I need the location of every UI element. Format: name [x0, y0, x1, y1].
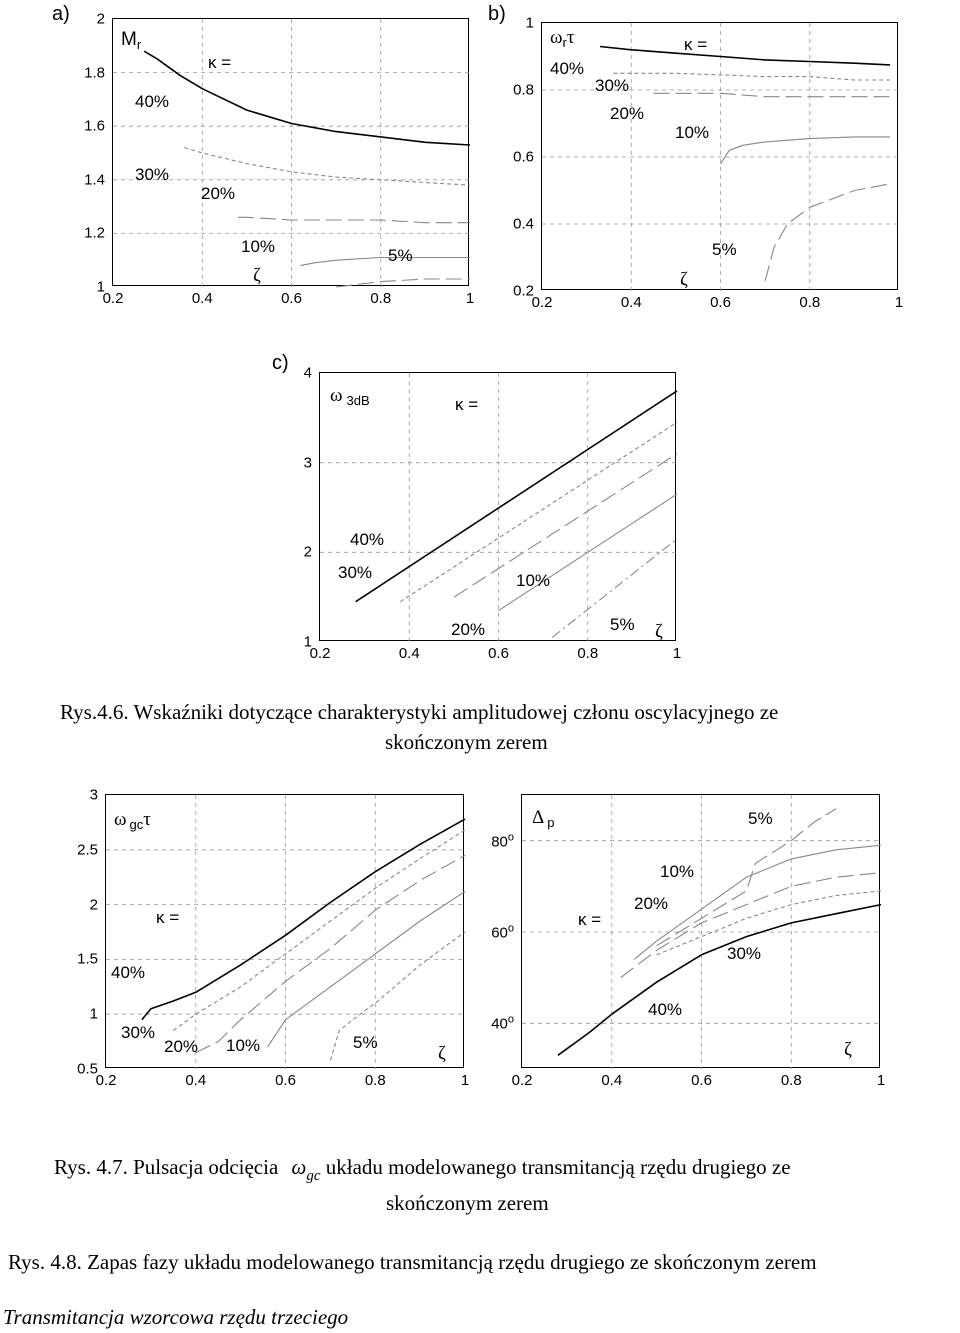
ylabel-e-sub: p [547, 815, 555, 830]
series-line-a-5pct [336, 279, 470, 287]
caption-rys47-sym: ω [291, 1155, 307, 1179]
y-tick-label: 3 [89, 786, 98, 804]
ylabel-a-sub: r [136, 37, 142, 52]
series-label-e-30: 30% [727, 944, 762, 963]
series-label-a-20: 20% [201, 184, 236, 203]
y-tick-label: 0.2 [513, 282, 534, 300]
chart-panel-d [77, 786, 470, 1089]
panel-a-tag: a) [52, 3, 70, 25]
caption-rys47-line1 [54, 1155, 791, 1185]
kappa-label-b: κ = [684, 35, 708, 54]
y-tick-label: 2 [96, 10, 105, 28]
x-tick-label: 0.8 [577, 645, 599, 662]
y-tick-label: 60$^o$ [491, 922, 514, 942]
series-line-b-5pct [765, 184, 890, 281]
xlabel-e: ζ [844, 1039, 852, 1060]
kappa-label-a: κ = [208, 53, 232, 72]
series-label-c-5: 5% [610, 615, 635, 634]
x-tick-label: 0.2 [309, 645, 331, 662]
ylabel-b-tail: τ [566, 27, 575, 48]
x-tick-label: 0.8 [799, 294, 821, 311]
y-tick-label: 0.8 [513, 81, 534, 99]
ylabel-e [532, 807, 554, 830]
y-tick-label: 1.4 [84, 171, 105, 189]
x-tick-label: 0.8 [364, 1072, 386, 1089]
series-label-c-30: 30% [338, 563, 373, 582]
series-label-a-5: 5% [388, 246, 413, 265]
series-line-a-40pct [144, 51, 470, 145]
x-tick-label: 1 [465, 290, 475, 307]
x-tick-label: 1 [672, 645, 682, 662]
series-line-d-30pct [173, 830, 465, 1031]
ylabel-b [550, 27, 575, 50]
x-tick-label: 0.4 [601, 1072, 623, 1089]
series-line-d-40pct [142, 819, 465, 1020]
series-line-c-20pct [454, 454, 677, 598]
xlabel-d: ζ [438, 1043, 446, 1064]
x-tick-label: 0.4 [191, 290, 213, 307]
y-tick-label: 1 [303, 633, 312, 651]
series-label-d-40: 40% [111, 963, 146, 982]
y-tick-label: 3 [303, 454, 312, 472]
y-tick-label: 1.6 [84, 117, 105, 135]
ylabel-d [114, 809, 151, 832]
x-tick-label: 1 [876, 1072, 886, 1089]
series-line-b-10pct [721, 137, 891, 164]
chart-panel-b [513, 14, 904, 311]
ylabel-c [330, 385, 370, 408]
series-label-d-20: 20% [164, 1037, 199, 1056]
series-label-d-5: 5% [353, 1033, 378, 1052]
xlabel-b: ζ [680, 269, 688, 290]
series-label-a-40: 40% [135, 92, 170, 111]
x-tick-label: 0.4 [185, 1072, 207, 1089]
section-heading: Transmitancja wzorcowa rzędu trzeciego [3, 1305, 349, 1329]
chart-a-svg [113, 19, 470, 287]
y-tick-label: 1 [525, 14, 534, 32]
caption-rys46-line2: skończonym zerem [385, 730, 548, 754]
y-tick-label: 4 [303, 364, 312, 382]
x-tick-label: 1 [460, 1072, 470, 1089]
series-label-b-30: 30% [595, 76, 630, 95]
series-line-b-20pct [654, 93, 891, 96]
x-tick-label: 0.2 [531, 294, 553, 311]
series-label-e-20: 20% [634, 894, 669, 913]
ylabel-a [121, 29, 141, 52]
series-label-c-10: 10% [516, 571, 551, 590]
x-tick-label: 0.2 [511, 1072, 533, 1089]
y-tick-label: 0.6 [513, 148, 534, 166]
kappa-label-d: κ = [156, 908, 180, 927]
ylabel-d-main: ω [114, 809, 127, 830]
panel-b-tag: b) [488, 3, 506, 25]
series-label-e-10: 10% [660, 862, 695, 881]
series-line-d-10pct [268, 891, 465, 1047]
series-label-e-5: 5% [748, 809, 773, 828]
x-tick-label: 0.4 [620, 294, 642, 311]
caption-rys48: Rys. 4.8. Zapas fazy układu modelowanego transmitancją rzędu drugiego ze skończonym zerem [8, 1250, 817, 1274]
series-label-e-40: 40% [648, 1000, 683, 1019]
caption-rys47-sub: gc [306, 1168, 321, 1184]
caption-rys47-symbol [291, 1155, 321, 1184]
x-tick-label: 0.6 [691, 1072, 712, 1089]
series-label-b-10: 10% [675, 123, 710, 142]
ylabel-d-tail: τ [143, 809, 151, 830]
y-tick-label: 40$^o$ [491, 1013, 514, 1033]
y-tick-label: 1 [89, 1005, 98, 1023]
caption-rys47-line2: skończonym zerem [386, 1191, 549, 1215]
series-label-b-5: 5% [712, 240, 737, 259]
x-tick-label: 0.4 [398, 645, 420, 662]
chart-c-svg [320, 373, 677, 642]
y-tick-label: 1.8 [84, 64, 105, 82]
x-tick-label: 0.6 [710, 294, 731, 311]
series-label-d-30: 30% [121, 1023, 156, 1042]
series-line-d-5pct [330, 932, 465, 1060]
ylabel-e-main: Δ [532, 807, 545, 828]
series-label-a-10: 10% [241, 237, 276, 256]
ylabel-b-sub: r [562, 35, 567, 50]
chart-panel-e [491, 794, 886, 1089]
y-tick-label: 2 [303, 543, 312, 561]
series-line-a-10pct [300, 258, 470, 266]
caption-rys46-line1: Rys.4.6. Wskaźniki dotyczące charakterystyki amplitudowej członu oscylacyjnego ze [60, 700, 779, 724]
series-line-e-30pct [657, 891, 881, 955]
x-tick-label: 1 [894, 294, 904, 311]
y-tick-label: 1 [96, 278, 105, 296]
x-tick-label: 0.6 [275, 1072, 296, 1089]
chart-d-svg [106, 795, 465, 1069]
series-label-b-20: 20% [610, 104, 645, 123]
ylabel-d-sub: gc [129, 817, 144, 832]
y-tick-label: 1.2 [84, 224, 105, 242]
y-tick-label: 0.5 [77, 1060, 98, 1078]
x-tick-label: 0.6 [281, 290, 302, 307]
series-line-e-40pct [558, 905, 881, 1056]
series-line-a-20pct [238, 217, 470, 222]
caption-rys47-part2: układu modelowanego transmitancją rzędu drugiego ze [325, 1155, 791, 1179]
x-tick-label: 0.2 [95, 1072, 117, 1089]
series-label-c-20: 20% [451, 620, 486, 639]
series-line-d-20pct [196, 855, 465, 1052]
kappa-label-e: κ = [578, 910, 602, 929]
series-label-b-40: 40% [550, 59, 585, 78]
x-tick-label: 0.6 [488, 645, 509, 662]
chart-e-svg [522, 795, 881, 1069]
y-tick-label: 2 [89, 896, 98, 914]
y-tick-label: 80$^o$ [491, 831, 514, 851]
ylabel-b-main: ω [550, 27, 563, 48]
x-tick-label: 0.8 [780, 1072, 802, 1089]
xlabel-c: ζ [655, 621, 663, 642]
x-tick-label: 0.8 [370, 290, 392, 307]
ylabel-c-sub: 3dB [346, 393, 370, 408]
caption-rys47-part1: Rys. 4.7. Pulsacja odcięcia [54, 1155, 279, 1179]
series-line-b-30pct [613, 73, 890, 80]
kappa-label-c: κ = [455, 395, 479, 414]
x-tick-label: 0.2 [102, 290, 124, 307]
chart-panel-c [303, 364, 682, 662]
y-tick-label: 0.4 [513, 215, 534, 233]
xlabel-a: ζ [253, 265, 261, 286]
y-tick-label: 1.5 [77, 950, 98, 968]
series-line-b-40pct [600, 47, 890, 65]
series-label-c-40: 40% [350, 530, 385, 549]
series-label-d-10: 10% [226, 1036, 261, 1055]
chart-panel-a [84, 10, 475, 307]
ylabel-c-main: ω [330, 385, 343, 406]
series-label-a-30: 30% [135, 165, 170, 184]
ylabel-a-main: M [121, 29, 137, 50]
y-tick-label: 2.5 [77, 841, 98, 859]
panel-c-tag: c) [272, 352, 289, 374]
